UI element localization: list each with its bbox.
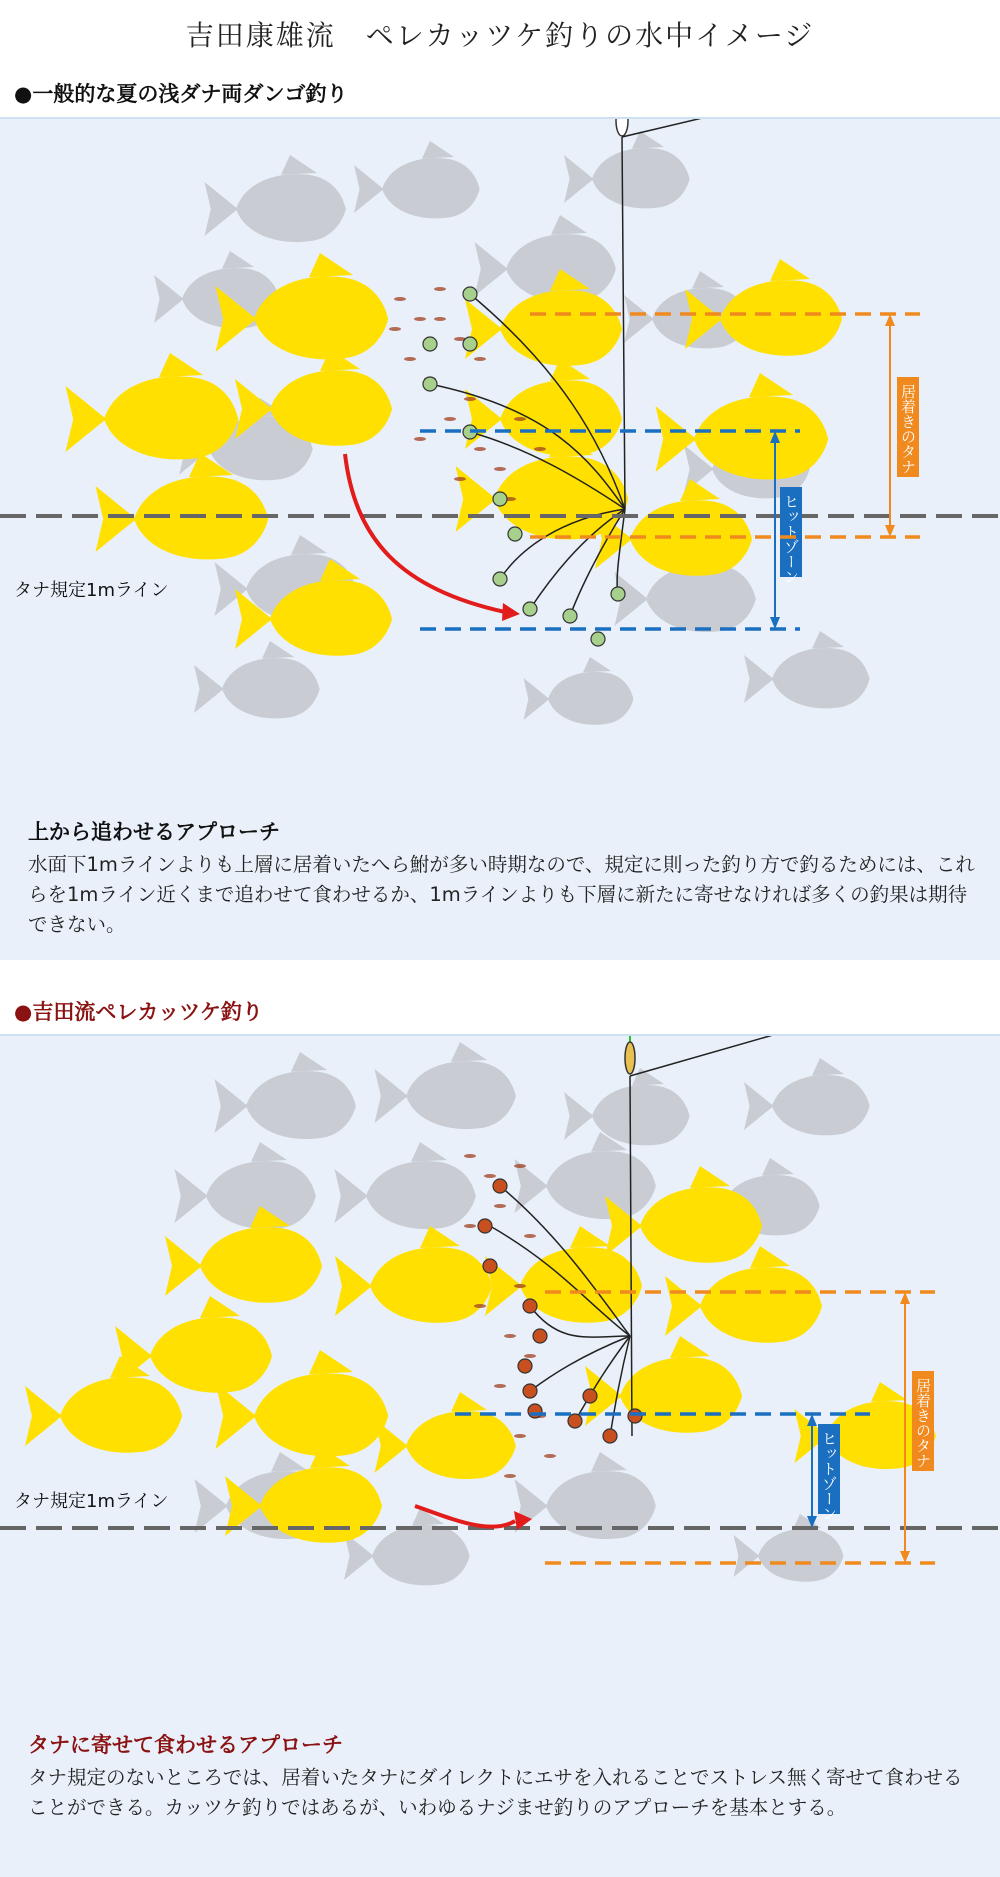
arrow-head	[502, 603, 520, 621]
hit-zone-label: ヒットゾーン	[782, 494, 800, 584]
section-heading-1: ●一般的な夏の浅ダナ両ダンゴ釣り	[14, 82, 348, 106]
caption-2	[28, 1729, 978, 1823]
page-title: 吉田康雄流 ペレカッツケ釣りの水中イメージ	[185, 19, 815, 52]
caption-title: タナに寄せて食わせるアプローチ	[28, 1733, 343, 1757]
tana-line-label: タナ規定1mライン	[14, 580, 169, 601]
diagram-panel-1	[0, 117, 1000, 960]
tana-line-label: タナ規定1mライン	[14, 1491, 169, 1512]
caption-body: タナ規定のないところでは、居着いたタナにダイレクトにエサを入れることでストレス無く寄せて食わせることができる。カッツケ釣りではあるが、いわゆるナジませ釣りのアプローチを基本とする。	[28, 1766, 963, 1819]
resident-label: 居着きのタナ	[899, 384, 917, 474]
resident-label: 居着きのタナ	[914, 1378, 932, 1468]
hit-zone-label: ヒットゾーン	[820, 1431, 838, 1521]
caption-1	[28, 816, 978, 940]
caption-body: 水面下1mラインよりも上層に居着いたへら鮒が多い時期なので、規定に則った釣り方で釣るためには、これらを1mライン近くまで追わせて食わせるか、1mラインよりも下層に新たに寄せなければ多くの釣果は期待できない。	[28, 853, 975, 936]
section-heading-2: ●吉田流ペレカッツケ釣り	[14, 1000, 263, 1024]
diagram-panel-2	[0, 1034, 1000, 1877]
caption-title: 上から追わせるアプローチ	[28, 820, 280, 844]
